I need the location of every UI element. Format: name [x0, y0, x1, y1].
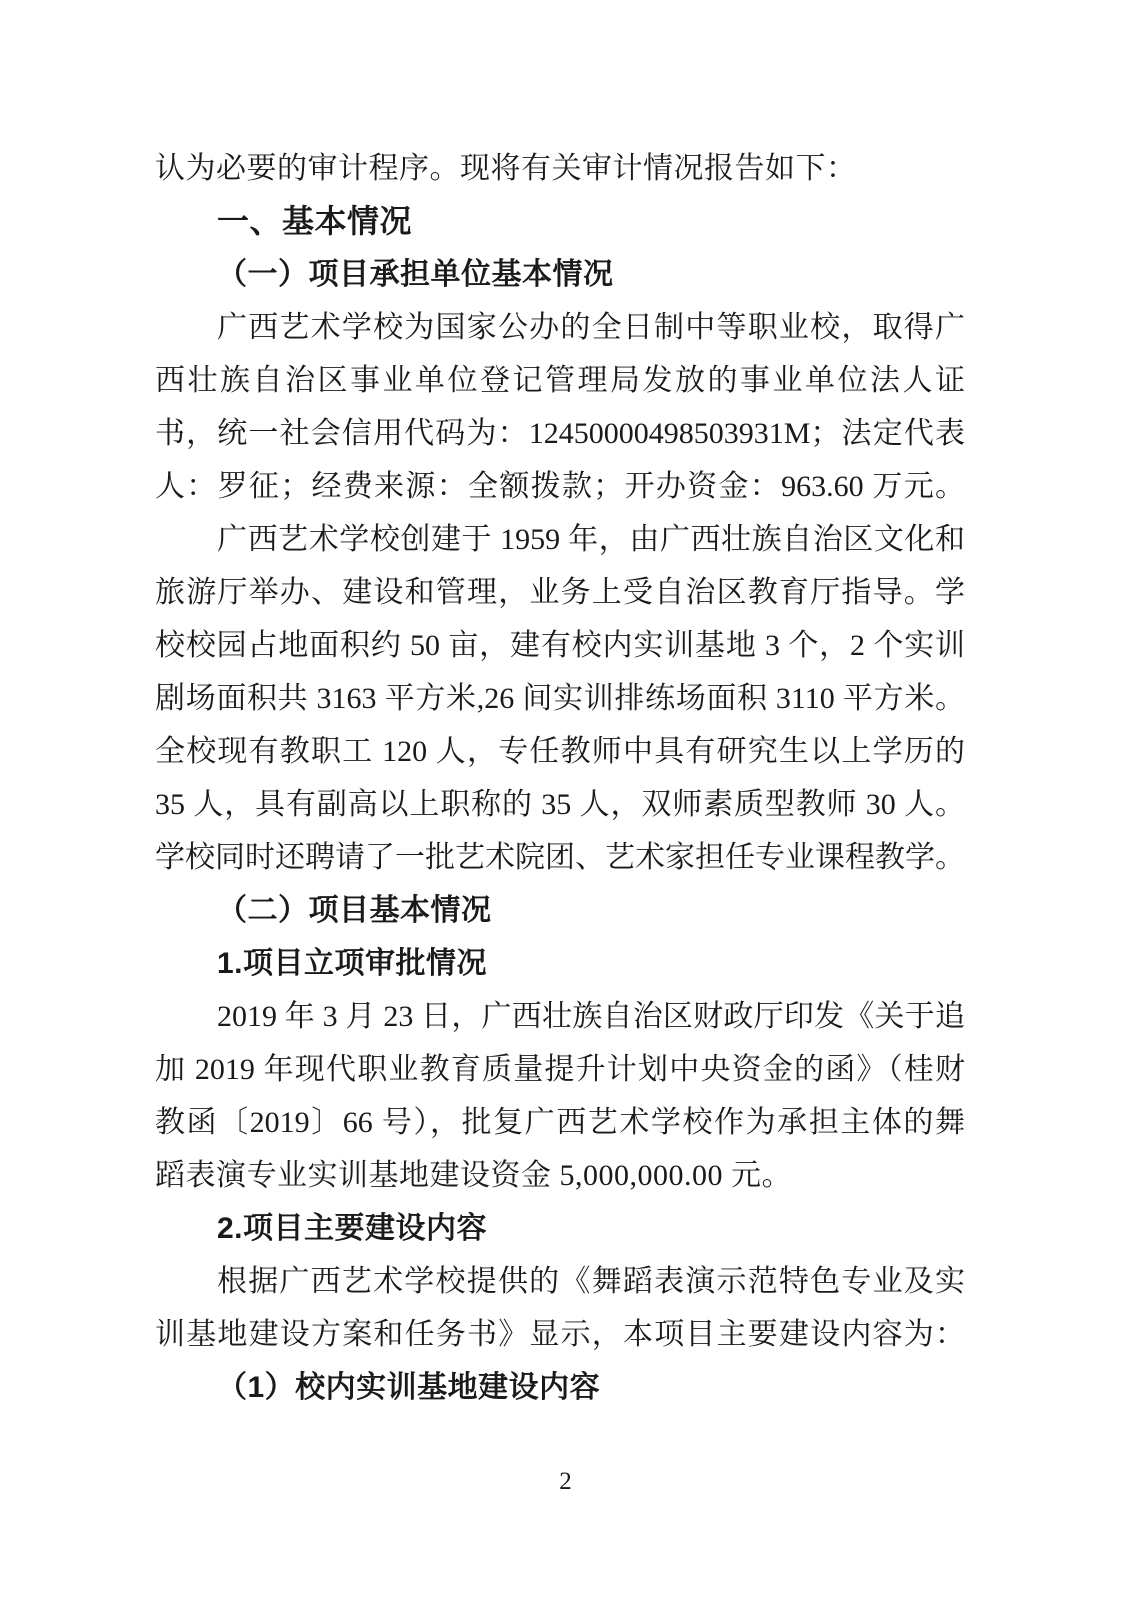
body-text-line: 校校园占地面积约 50 亩，建有校内实训基地 3 个，2 个实训 — [155, 629, 965, 662]
body-text-line: 训基地建设方案和任务书》显示，本项目主要建设内容为： — [155, 1318, 965, 1351]
body-text-line: 蹈表演专业实训基地建设资金 5,000,000.00 元。 — [155, 1159, 792, 1192]
body-text-line: 剧场面积共 3163 平方米,26 间实训排练场面积 3110 平方米。 — [155, 682, 965, 715]
body-text-line: 2019 年 3 月 23 日，广西壮族自治区财政厅印发《关于追 — [217, 1000, 965, 1033]
body-text-line: 全校现有教职工 120 人，专任教师中具有研究生以上学历的 — [155, 735, 965, 768]
section-heading: 一、基本情况 — [217, 203, 413, 239]
body-text-line: 学校同时还聘请了一批艺术院团、艺术家担任专业课程教学。 — [155, 841, 965, 874]
subsection-heading: 2.项目主要建设内容 — [217, 1212, 488, 1245]
subsection-heading: （一）项目承担单位基本情况 — [217, 258, 614, 291]
subsection-heading: （1）校内实训基地建设内容 — [217, 1371, 601, 1404]
subsection-heading: （二）项目基本情况 — [217, 894, 492, 927]
body-text-line: 根据广西艺术学校提供的《舞蹈表演示范特色专业及实 — [217, 1265, 965, 1298]
body-text-line: 西壮族自治区事业单位登记管理局发放的事业单位法人证 — [155, 364, 965, 397]
body-text-line: 认为必要的审计程序。现将有关审计情况报告如下： — [155, 152, 857, 185]
document-body — [155, 142, 965, 1414]
body-text-line: 旅游厅举办、建设和管理，业务上受自治区教育厅指导。学 — [155, 576, 965, 609]
body-text-line: 35 人，具有副高以上职称的 35 人，双师素质型教师 30 人。 — [155, 788, 965, 821]
body-text-line: 书，统一社会信用代码为：12450000498503931M；法定代表 — [155, 417, 965, 450]
page-number: 2 — [559, 1468, 572, 1495]
body-text-line: 人：罗征；经费来源：全额拨款；开办资金：963.60 万元。 — [155, 470, 965, 503]
body-text-line: 加 2019 年现代职业教育质量提升计划中央资金的函》（桂财 — [155, 1053, 965, 1086]
body-text-line: 广西艺术学校创建于 1959 年，由广西壮族自治区文化和 — [217, 523, 965, 556]
body-text-line: 教函〔2019〕66 号），批复广西艺术学校作为承担主体的舞 — [155, 1106, 965, 1139]
subsection-heading: 1.项目立项审批情况 — [217, 947, 488, 980]
body-text-line: 广西艺术学校为国家公办的全日制中等职业校，取得广 — [217, 311, 965, 344]
